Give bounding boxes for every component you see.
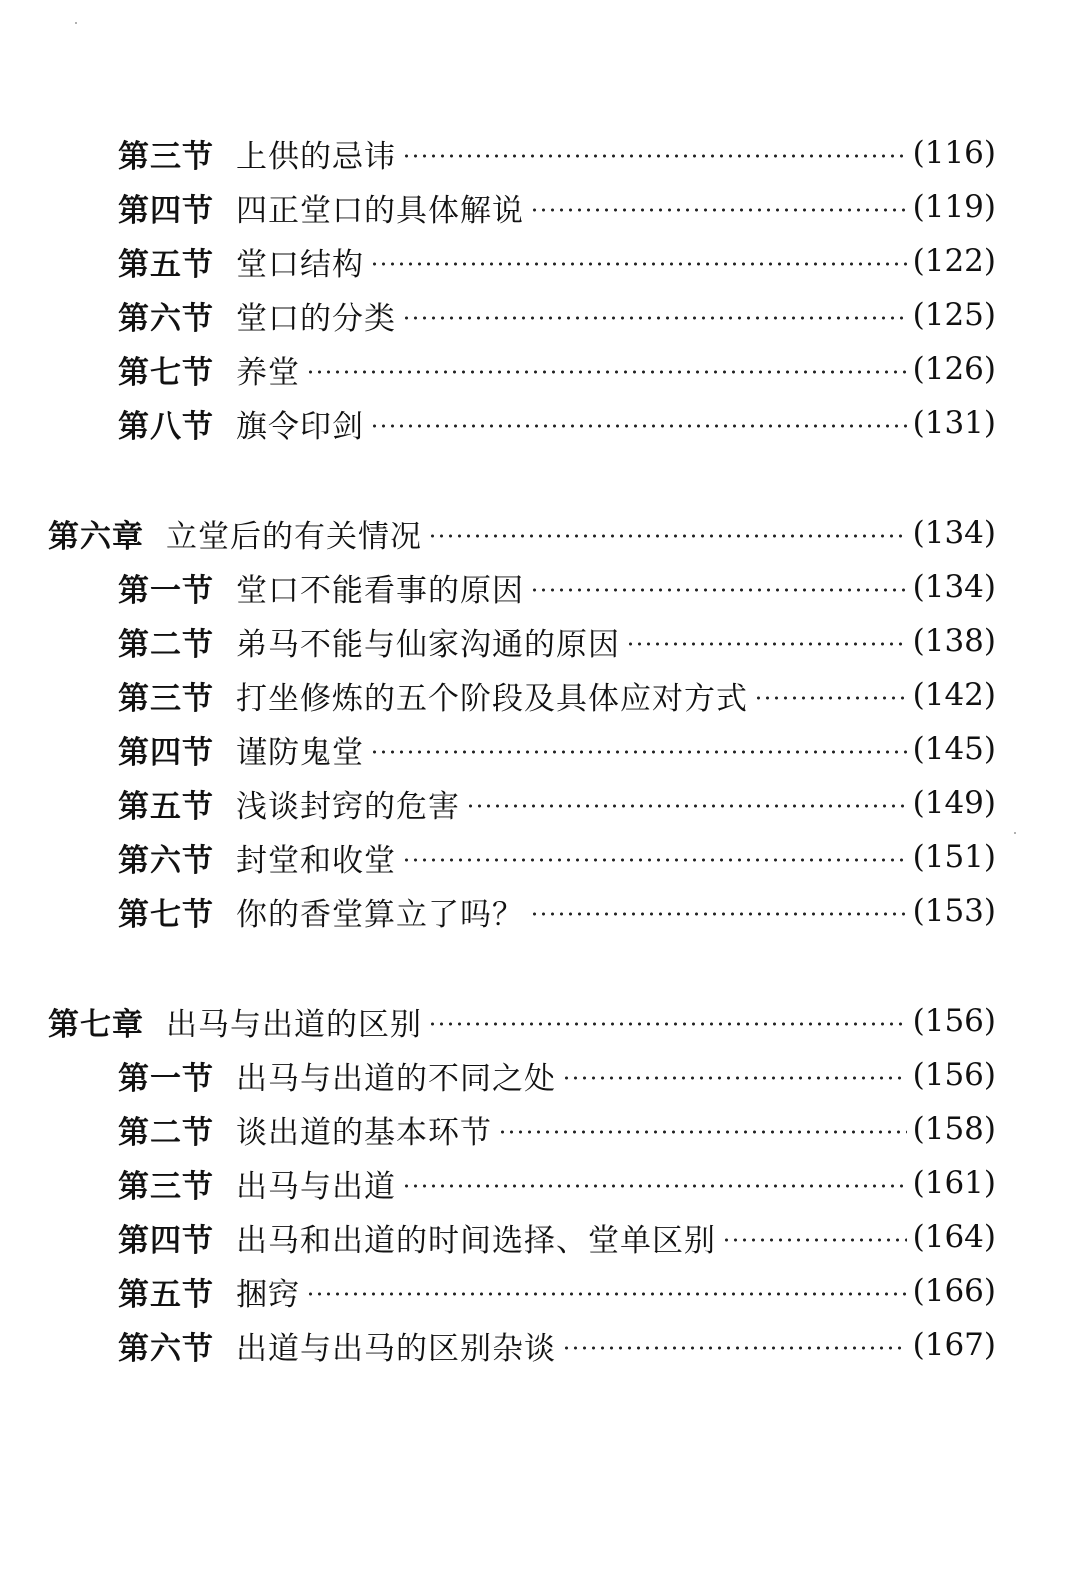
toc-entry[interactable] — [118, 564, 996, 610]
page-number: (161) — [912, 1165, 996, 1201]
toc-entry[interactable] — [118, 780, 996, 826]
dot-leader — [306, 370, 907, 374]
scan-speck — [75, 22, 77, 24]
section-number: 第六节 — [118, 1330, 214, 1367]
page-number: (145) — [912, 731, 996, 767]
toc-entry[interactable] — [118, 888, 996, 934]
toc-entry[interactable] — [118, 618, 996, 664]
section-number: 第五节 — [118, 1276, 214, 1313]
entry-title: 你的香堂算立了吗？ — [236, 896, 524, 933]
dot-leader — [306, 1292, 907, 1296]
toc-entry[interactable] — [118, 238, 996, 284]
section-number: 第五节 — [118, 246, 214, 283]
page-number: (167) — [912, 1327, 996, 1363]
entry-title: 打坐修炼的五个阶段及具体应对方式 — [236, 680, 748, 717]
page-number: (131) — [912, 405, 996, 441]
entry-title: 堂口不能看事的原因 — [236, 572, 524, 609]
entry-title: 旗令印剑 — [236, 408, 364, 445]
entry-title: 出马和出道的时间选择、堂单区别 — [236, 1222, 716, 1259]
toc-entry[interactable] — [118, 1268, 996, 1314]
section-number: 第一节 — [118, 572, 214, 609]
dot-leader — [402, 858, 907, 862]
dot-leader — [466, 804, 907, 808]
entry-title: 出道与出马的区别杂谈 — [236, 1330, 556, 1367]
page-number: (126) — [912, 351, 996, 387]
entry-title: 出马与出道 — [236, 1168, 396, 1205]
entry-title: 捆窍 — [236, 1276, 300, 1313]
section-number: 第四节 — [118, 192, 214, 229]
dot-leader — [530, 912, 907, 916]
toc-chapter-entry[interactable] — [48, 998, 996, 1044]
toc-entry[interactable] — [118, 130, 996, 176]
page-number: (149) — [912, 785, 996, 821]
section-number: 第五节 — [118, 788, 214, 825]
dot-leader — [530, 208, 907, 212]
entry-title: 出马与出道的不同之处 — [236, 1060, 556, 1097]
page-number: (158) — [912, 1111, 996, 1147]
section-number: 第七节 — [118, 354, 214, 391]
section-number: 第四节 — [118, 734, 214, 771]
dot-leader — [562, 1346, 907, 1350]
toc-entry[interactable] — [118, 672, 996, 718]
dot-leader — [428, 534, 907, 538]
dot-leader — [722, 1238, 907, 1242]
toc-entry[interactable] — [118, 292, 996, 338]
page-number: (156) — [912, 1057, 996, 1093]
section-number: 第一节 — [118, 1060, 214, 1097]
section-number: 第二节 — [118, 626, 214, 663]
entry-title: 封堂和收堂 — [236, 842, 396, 879]
page-number: (151) — [912, 839, 996, 875]
section-number: 第六节 — [118, 300, 214, 337]
toc-entry[interactable] — [118, 1322, 996, 1368]
dot-leader — [402, 316, 907, 320]
section-number: 第六节 — [118, 842, 214, 879]
section-number: 第四节 — [118, 1222, 214, 1259]
toc-entry[interactable] — [118, 1106, 996, 1152]
entry-title: 谈出道的基本环节 — [236, 1114, 492, 1151]
entry-title: 立堂后的有关情况 — [166, 518, 422, 555]
dot-leader — [370, 750, 907, 754]
toc-entry[interactable] — [118, 346, 996, 392]
scan-speck — [1014, 832, 1016, 834]
toc-chapter-entry[interactable] — [48, 510, 996, 556]
entry-title: 上供的忌讳 — [236, 138, 396, 175]
dot-leader — [626, 642, 907, 646]
page-number: (125) — [912, 297, 996, 333]
toc-entry[interactable] — [118, 400, 996, 446]
page-number: (138) — [912, 623, 996, 659]
page-number: (119) — [912, 189, 996, 225]
entry-title: 堂口的分类 — [236, 300, 396, 337]
dot-leader — [498, 1130, 907, 1134]
toc-entry[interactable] — [118, 834, 996, 880]
dot-leader — [754, 696, 907, 700]
page-number: (166) — [912, 1273, 996, 1309]
page-number: (134) — [912, 569, 996, 605]
entry-title: 谨防鬼堂 — [236, 734, 364, 771]
toc-entry[interactable] — [118, 1214, 996, 1260]
entry-title: 养堂 — [236, 354, 300, 391]
section-number: 第三节 — [118, 138, 214, 175]
chapter-number: 第六章 — [48, 518, 144, 555]
dot-leader — [370, 262, 907, 266]
entry-title: 四正堂口的具体解说 — [236, 192, 524, 229]
page-number: (122) — [912, 243, 996, 279]
entry-title: 浅谈封窍的危害 — [236, 788, 460, 825]
entry-title: 堂口结构 — [236, 246, 364, 283]
page-number: (142) — [912, 677, 996, 713]
dot-leader — [530, 588, 907, 592]
chapter-number: 第七章 — [48, 1006, 144, 1043]
page-number: (156) — [912, 1003, 996, 1039]
page-number: (164) — [912, 1219, 996, 1255]
page-number: (116) — [912, 135, 996, 171]
toc-entry[interactable] — [118, 1160, 996, 1206]
toc-entry[interactable] — [118, 184, 996, 230]
section-number: 第二节 — [118, 1114, 214, 1151]
section-number: 第三节 — [118, 1168, 214, 1205]
page-number: (134) — [912, 515, 996, 551]
section-number: 第七节 — [118, 896, 214, 933]
entry-title: 弟马不能与仙家沟通的原因 — [236, 626, 620, 663]
toc-entry[interactable] — [118, 1052, 996, 1098]
section-number: 第三节 — [118, 680, 214, 717]
entry-title: 出马与出道的区别 — [166, 1006, 422, 1043]
dot-leader — [428, 1022, 907, 1026]
section-number: 第八节 — [118, 408, 214, 445]
toc-entry[interactable] — [118, 726, 996, 772]
dot-leader — [562, 1076, 907, 1080]
dot-leader — [402, 154, 907, 158]
page-number: (153) — [912, 893, 996, 929]
dot-leader — [370, 424, 907, 428]
dot-leader — [402, 1184, 907, 1188]
